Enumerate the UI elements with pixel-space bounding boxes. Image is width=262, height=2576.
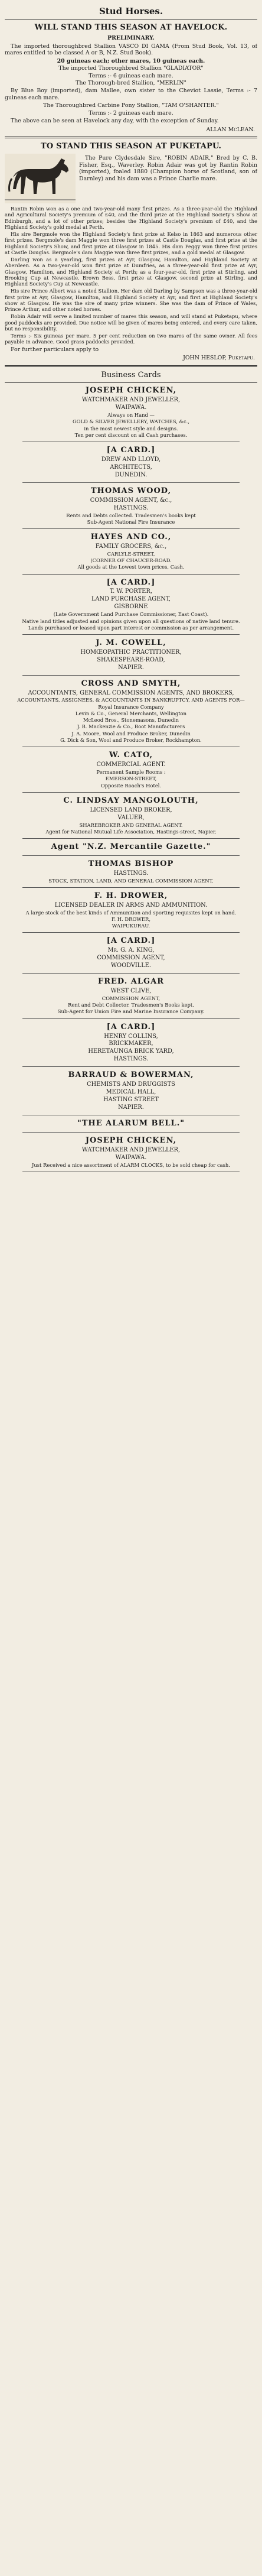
card-name: [A CARD.] bbox=[106, 936, 156, 946]
divider bbox=[22, 1066, 240, 1067]
card-line: COMMERCIAL AGENT. bbox=[96, 761, 166, 768]
divider bbox=[22, 528, 240, 529]
ad-paragraph: Rantin Robin won as a one and two-year-old many first prizes. As a three-year-old the Highland and Agricultural Society's premium of £40, and the third prize at the Highland Society's Show at Edinburgh, and a lot of other prizes; besides the Highland Society's premium of £40, and the Highland Society's gold medal at Perth. bbox=[5, 206, 257, 230]
card-body-line: (Late Government Land Purchase Commissioner, East Coast). bbox=[53, 611, 209, 618]
card-name: [A CARD.] bbox=[106, 1022, 156, 1031]
card-line: LAND PURCHASE AGENT, bbox=[91, 596, 171, 603]
card-name: C. LINDSAY MANGOLOUTH, bbox=[63, 796, 199, 805]
business-card bbox=[5, 842, 257, 852]
business-card bbox=[5, 1119, 257, 1128]
card-body-line: in the most newest style and designs. bbox=[84, 425, 178, 432]
card-body-line: STOCK, STATION, LAND, AND GENERAL COMMISSION AGENT. bbox=[48, 877, 214, 884]
card-body-line: Royal Insurance Company bbox=[98, 703, 164, 710]
card-name: "THE ALARUM BELL." bbox=[77, 1118, 185, 1128]
card-line: NAPIER. bbox=[118, 1104, 144, 1111]
business-card bbox=[5, 533, 257, 570]
divider bbox=[22, 932, 240, 933]
card-body-line: WAIPUKURAU. bbox=[112, 923, 150, 929]
divider bbox=[22, 675, 240, 676]
card-line: Mr. G. A. KING, bbox=[107, 947, 155, 954]
ad-signature: ALLAN McLEAN. bbox=[206, 126, 255, 133]
card-body-line: J. B. Mackenzie & Co., Boot Manufacturers bbox=[77, 724, 185, 730]
card-name: THOMAS BISHOP bbox=[88, 859, 174, 868]
ad-paragraph: The Thorough-bred Stallion, "MERLIN" bbox=[76, 79, 186, 86]
card-body-line: COMMISSION AGENT, bbox=[101, 995, 161, 1001]
card-line: WOODVILLE. bbox=[110, 962, 152, 969]
divider bbox=[5, 137, 257, 138]
business-card bbox=[5, 578, 257, 631]
divider bbox=[22, 634, 240, 635]
card-name: J. M. COWELL, bbox=[96, 638, 166, 648]
card-line: ARCHITECTS, bbox=[110, 463, 152, 471]
horse-block bbox=[5, 154, 257, 203]
card-body-line: CARLYLE-STREET, bbox=[107, 550, 155, 557]
section-title: Stud Horses. bbox=[99, 6, 163, 17]
card-line: WATCHMAKER AND JEWELLER, bbox=[81, 1146, 181, 1153]
card-body-line: Levin & Co., General Merchants, Wellington bbox=[75, 710, 187, 716]
business-card bbox=[5, 936, 257, 969]
card-line: HASTINGS. bbox=[113, 1056, 149, 1063]
ad-paragraph: Darling won as a yearling, first prizes at Ayr, Glasgow, Hamilton, and Highland Society at Aberdeen. As a two-year-old won first prize at Dumfries, as a three-year-old first prize at Ayr, Glasgow, Hamilton, and Highland Society at Perth; as a four-year-old, first prize at Stirling, and Brooking Cup at Newcastle. Brown Bess, first prize at Glasgow, second prize at Stirling, and Highland Society's Cup at Newcastle. bbox=[5, 257, 257, 287]
business-cards-list bbox=[5, 386, 257, 1172]
card-name: JOSEPH CHICKEN, bbox=[85, 1135, 177, 1145]
card-body-line: EMERSON-STREET, bbox=[105, 776, 157, 782]
newspaper-column bbox=[5, 5, 257, 2567]
ad-paragraph: 20 guineas each; other mares, 10 guineas each. bbox=[57, 57, 205, 64]
business-card bbox=[5, 1070, 257, 1111]
card-body-line: SHAREBROKER AND GENERAL AGENT. bbox=[79, 822, 183, 828]
card-line: HASTING STREET bbox=[103, 1096, 159, 1104]
ad-paragraph: The above can be seen at Havelock any day, with the exception of Sunday. bbox=[11, 118, 219, 125]
card-body-line: McLeod Bros., Stonemasons, Dunedin bbox=[83, 717, 179, 724]
card-body-line: J. A. Moore, Wool and Produce Broker, Dunedin bbox=[71, 730, 191, 737]
divider bbox=[5, 382, 257, 383]
ad-intro: The Pure Clydesdale Sire, "ROBIN ADAIR," Bred by C. B. Fisher, Esq., Waverley. Robin Adair was got by Rantin Robin (imported), foaled 1880 (Champion horse of Scotland, son of Darnley) and his dam was a Prince Charlie mare. bbox=[79, 155, 257, 182]
section-title: Business Cards bbox=[101, 370, 161, 379]
divider bbox=[22, 973, 240, 974]
card-body-line: Rents and Debts collected. Tradesmen's books kept bbox=[66, 512, 196, 518]
card-body-line: ACCOUNTANTS, ASSIGNEES, & ACCOUNTANTS IN BANKRUPTCY, AND AGENTS FOR— bbox=[17, 697, 245, 703]
card-body-line: Native land titles adjusted and opinions given upon all questions of native land tenure. bbox=[22, 618, 240, 624]
card-line: T. W. PORTER, bbox=[110, 588, 152, 595]
card-body-line: G. Dick & Son, Wool and Produce Broker, Rockhampton. bbox=[60, 737, 202, 743]
card-line: DREW AND LLOYD, bbox=[101, 456, 161, 463]
card-body-line: Permanent Sample Rooms : bbox=[96, 769, 166, 776]
card-body-line: A large stock of the best kinds of Ammunition and sporting requisites kept on hand. bbox=[25, 909, 237, 916]
divider bbox=[22, 855, 240, 856]
ad-paragraph: The Thoroughbred Carbine Pony Stallion, "TAM O'SHANTER." bbox=[43, 102, 219, 109]
card-line: BRICKMAKER, bbox=[109, 1040, 153, 1047]
ad-heading: TO STAND THIS SEASON AT PUKETAPU. bbox=[40, 142, 222, 151]
card-name: HAYES AND CO., bbox=[90, 533, 172, 542]
business-card bbox=[5, 679, 257, 744]
card-name: F. H. DROWER, bbox=[94, 891, 168, 900]
card-line: CHEMISTS AND DRUGGISTS bbox=[87, 1081, 175, 1088]
ad-subheading: PRELIMINARY. bbox=[107, 35, 155, 42]
business-card bbox=[5, 859, 257, 884]
card-body-line: Rent and Debt Collector. Tradesmen's Books kept. bbox=[68, 1002, 194, 1008]
card-name: W. CATO, bbox=[109, 751, 153, 760]
ad-signature: JOHN HESLOP, Puketapu. bbox=[183, 355, 255, 362]
card-line: HASTINGS. bbox=[113, 504, 149, 511]
card-name: CROSS AND SMYTH, bbox=[81, 679, 181, 688]
divider bbox=[22, 887, 240, 888]
divider bbox=[22, 1018, 240, 1019]
ad-paragraph: Terms :- 2 guineas each mare. bbox=[89, 109, 173, 116]
divider bbox=[22, 482, 240, 483]
card-name: Agent "N.Z. Mercantile Gazette." bbox=[51, 842, 211, 852]
card-name: JOSEPH CHICKEN, bbox=[85, 386, 177, 395]
business-card bbox=[5, 638, 257, 671]
card-name: THOMAS WOOD, bbox=[90, 486, 172, 495]
havelock-ad bbox=[5, 23, 257, 133]
card-line: WAIPAWA. bbox=[115, 1154, 147, 1161]
card-line: VALUER, bbox=[117, 814, 145, 821]
business-card bbox=[5, 386, 257, 438]
card-line: WEST CLIVE, bbox=[110, 988, 152, 994]
horse-illustration bbox=[5, 154, 76, 203]
divider bbox=[22, 792, 240, 793]
card-body-line: Just Received a nice assortment of ALARM CLOCKS, to be sold cheap for cash. bbox=[32, 1162, 230, 1168]
card-body-line: GOLD & SILVER JEWELLERY, WATCHES, &c., bbox=[72, 418, 190, 425]
card-line: HERETAUNGA BRICK YARD, bbox=[88, 1048, 174, 1055]
business-card bbox=[5, 1136, 257, 1168]
ad-footer: For further particulars apply to bbox=[11, 346, 99, 353]
ad-heading: WILL STAND THIS SEASON AT HAVELOCK. bbox=[34, 23, 228, 33]
card-line: LICENSED DEALER IN ARMS AND AMMUNITION. bbox=[54, 901, 208, 909]
card-line: WATCHMAKER AND JEWELLER, bbox=[81, 397, 181, 404]
card-body-line: Agent for National Mutual Life Association, Hastings-street, Napier. bbox=[45, 828, 217, 835]
business-card bbox=[5, 977, 257, 1015]
business-card bbox=[5, 891, 257, 929]
card-line: DUNEDIN. bbox=[114, 471, 148, 478]
card-body-line: All goods at the Lowest town prices, Cash. bbox=[77, 564, 185, 570]
divider bbox=[22, 574, 240, 575]
business-card bbox=[5, 1023, 257, 1063]
card-name: FRED. ALGAR bbox=[97, 977, 165, 987]
card-body-line: Lands purchased or leased upon part interest or commission as per arrangement. bbox=[28, 624, 234, 631]
card-line: LICENSED LAND BROKER, bbox=[90, 806, 172, 813]
business-card bbox=[5, 486, 257, 525]
card-line: COMMISSION AGENT, bbox=[97, 955, 165, 962]
ad-paragraph: The imported Thoroughbred Stallion "GLADIATOR" bbox=[58, 65, 204, 72]
card-name: BARRAUD & BOWERMAN, bbox=[68, 1070, 194, 1080]
ad-paragraph: His sire Prince Albert was a noted Stallion. Her dam old Darling by Sampson was a three-year-old first prize at Ayr, Glasgow, Hamilton, and Highland Society at Ayr, and first at Highland Society's show at Glasgow. He was the sire of many prize winners. She was the dam of Prince of Wales, Prince Arthur, and other noted horses. bbox=[5, 288, 257, 313]
ad-paragraph: His sire Bergmole won the Highland Society's first prize at Kelso in 1863 and numerous other first prizes. Bergmole's dam Maggie won three first prizes at Castle Douglas, and first prize at the Highland Society's Show, and first prize at Glasgow in 1845. His dam Peggy won three first prizes at Castle Douglas. Bergmole's dam Maggie won three first prizes, and a gold medal at Glasgow. bbox=[5, 231, 257, 255]
card-line: WAIPAWA. bbox=[115, 404, 147, 411]
card-line: HENRY COLLINS, bbox=[104, 1033, 158, 1040]
divider bbox=[5, 365, 257, 367]
business-card bbox=[5, 446, 257, 479]
card-body-line: Sub-Agent National Fire Insurance bbox=[87, 518, 175, 525]
card-body-line: F. H. DROWER, bbox=[111, 916, 151, 922]
card-line: COMMISSION AGENT, &c., bbox=[90, 497, 172, 504]
card-body-line: Always on Hand — bbox=[107, 412, 155, 418]
ad-paragraph: Robin Adair will serve a limited number of mares this season, and will stand at Puketapu, where good paddocks are provided. Due notice will be given of mares being entered, and every care taken, but no responsibility. bbox=[5, 313, 257, 332]
divider bbox=[22, 1132, 240, 1133]
card-name: [A CARD.] bbox=[106, 578, 156, 587]
card-name: [A CARD.] bbox=[106, 446, 156, 455]
ad-paragraph: Terms :- 6 guineas each mare. bbox=[89, 72, 173, 79]
business-card bbox=[5, 751, 257, 789]
card-line: HOMŒOPATHIC PRACTITIONER, bbox=[80, 648, 182, 656]
card-line: HASTINGS. bbox=[113, 870, 149, 877]
ad-paragraph: The imported thoroughbred Stallion VASCO DI GAMA (From Stud Book, Vol. 13, of mares entitled to be classed A or B, N.Z. Stud Book). bbox=[5, 43, 257, 57]
card-line: FAMILY GROCERS, &c., bbox=[95, 543, 167, 550]
card-body-line: Opposite Roach's Hotel. bbox=[100, 782, 162, 789]
ad-paragraph: Terms :- Six guineas per mare, 5 per cent reduction on two mares of the same owner. All fees payable in advance. Good grass paddocks provided. bbox=[5, 333, 257, 345]
puketapu-ad bbox=[5, 142, 257, 361]
card-line: ACCOUNTANTS, GENERAL COMMISSION AGENTS, AND BROKERS, bbox=[28, 689, 234, 696]
card-line: SHAKESPEARE-ROAD, bbox=[97, 656, 165, 663]
divider bbox=[22, 838, 240, 839]
business-card bbox=[5, 796, 257, 835]
card-line: GISBORNE bbox=[114, 604, 148, 611]
card-line: NAPIER. bbox=[118, 664, 144, 671]
card-body-line: Sub-Agent for Union Fire and Marine Insurance Company. bbox=[57, 1008, 205, 1015]
ad-paragraph: By Blue Boy (imported), dam Mallee, own sister to the Cheviot Lassie, Terms :- 7 guineas each mare. bbox=[5, 87, 257, 101]
card-body-line: (CORNER OF CHAUCER-ROAD. bbox=[90, 557, 172, 564]
card-body-line: Ten per cent discount on all Cash purchases. bbox=[74, 432, 188, 438]
card-line: MEDICAL HALL, bbox=[106, 1089, 156, 1096]
